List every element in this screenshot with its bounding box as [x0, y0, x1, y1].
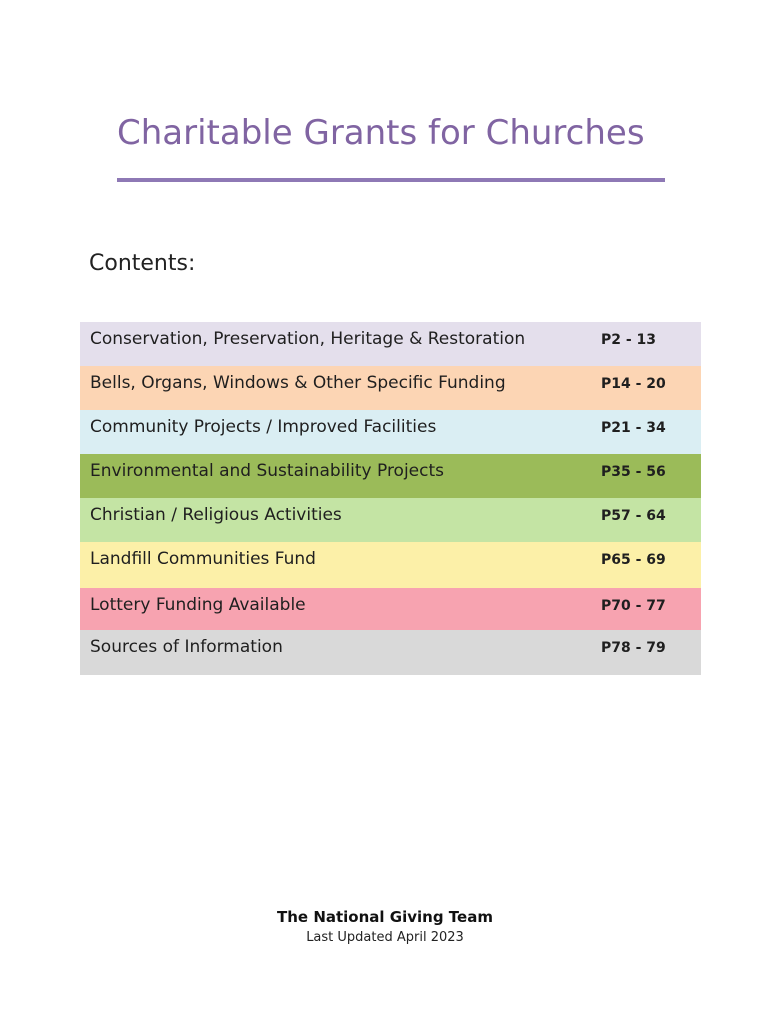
title-underline [117, 178, 665, 182]
toc-row-label: Conservation, Preservation, Heritage & Restoration [90, 329, 526, 349]
toc-row-label: Sources of Information [90, 637, 283, 657]
toc-row-pages: P65 - 69 [601, 552, 666, 568]
toc-row-label: Christian / Religious Activities [90, 505, 342, 525]
toc-row-label: Lottery Funding Available [90, 595, 306, 615]
toc-row-pages: P78 - 79 [601, 640, 666, 656]
toc-row-sources[interactable] [80, 630, 701, 675]
toc-row-conservation[interactable] [80, 322, 701, 366]
toc-row-christian-religious[interactable] [80, 498, 701, 542]
toc-row-pages: P70 - 77 [601, 598, 666, 614]
toc-row-label: Landfill Communities Fund [90, 549, 316, 569]
toc-row-pages: P2 - 13 [601, 332, 657, 348]
contents-heading: Contents: [89, 251, 196, 276]
toc-row-pages: P14 - 20 [601, 376, 666, 392]
toc-row-label: Bells, Organs, Windows & Other Specific Funding [90, 373, 506, 393]
toc-row-pages: P57 - 64 [601, 508, 666, 524]
toc-row-pages: P35 - 56 [601, 464, 666, 480]
toc-row-community-projects[interactable] [80, 410, 701, 454]
toc-row-bells-organs-windows[interactable] [80, 366, 701, 410]
toc-row-landfill[interactable] [80, 542, 701, 588]
toc-row-pages: P21 - 34 [601, 420, 666, 436]
toc-row-label: Community Projects / Improved Facilities [90, 417, 437, 437]
footer-team-name: The National Giving Team [277, 908, 493, 926]
toc-row-environmental[interactable] [80, 454, 701, 498]
contents-table [80, 322, 701, 675]
footer-last-updated: Last Updated April 2023 [306, 930, 464, 945]
toc-row-lottery[interactable] [80, 588, 701, 630]
document-title: Charitable Grants for Churches [117, 113, 645, 153]
toc-row-label: Environmental and Sustainability Projects [90, 461, 445, 481]
